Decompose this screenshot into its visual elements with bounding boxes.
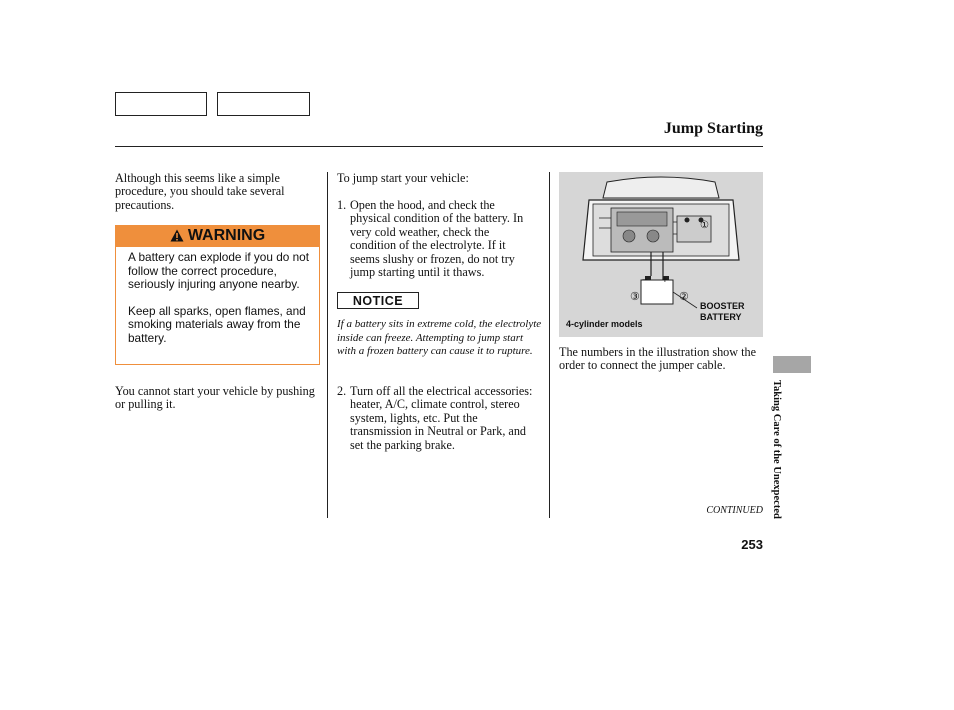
marker-1: ① [700, 220, 709, 231]
notice-heading: NOTICE [337, 292, 419, 309]
section-name: Taking Care of the Unexpected [771, 380, 782, 519]
figure-caption: 4-cylinder models [566, 319, 643, 329]
illustration-explanation: The numbers in the illustration show the order to connect the jumper cable. [559, 345, 756, 373]
step-2 [337, 385, 537, 452]
intro-paragraph: Although this seems like a simple procedure, you should take several precautions. [115, 171, 285, 212]
marker-3: ③ [630, 291, 640, 303]
minus-terminal: − [642, 275, 648, 286]
warning-triangle-icon [170, 229, 184, 242]
warning-header [115, 225, 320, 246]
step-2-number: 2. [337, 384, 347, 398]
column-divider-2 [549, 172, 550, 518]
steps-intro: To jump start your vehicle: [337, 171, 469, 185]
section-tab[interactable] [773, 356, 811, 373]
step-2-text: Turn off all the electrical accessories: heater, A/C, climate control, stereo system, lights, etc. Put the transmission in Neutral or Park, and set the parking brake. [350, 384, 533, 452]
header-divider [115, 146, 763, 147]
warning-body [115, 246, 320, 365]
push-note: You cannot start your vehicle by pushing or pulling it. [115, 384, 315, 412]
step-1-number: 1. [337, 198, 347, 212]
warning-heading: WARNING [187, 226, 266, 244]
nav-box-1[interactable] [115, 92, 207, 116]
warning-text-2: Keep all sparks, open flames, and smoking materials away from the battery. [128, 303, 306, 345]
step-1-text: Open the hood, and check the physical condition of the battery. In very cold weather, check the condition of the electrolyte. If it seems slushy or frozen, do not try jump starting until it thaws. [350, 198, 524, 280]
page-number: 253 [741, 537, 763, 552]
nav-box-2[interactable] [217, 92, 310, 116]
step-1 [337, 199, 537, 279]
engine-illustration [559, 172, 763, 337]
page-title: Jump Starting [663, 120, 763, 137]
notice-text: If a battery sits in extreme cold, the electrolyte inside can freeze. Attempting to jump start with a frozen battery can cause it to rupture. [337, 318, 542, 357]
booster-label-line1: BOOSTER [700, 301, 745, 311]
warning-text-1: A battery can explode if you do not follow the correct procedure, seriously injuring anyone nearby. [128, 250, 310, 291]
marker-2: ② [679, 291, 689, 303]
booster-label-line2: BATTERY [700, 312, 742, 322]
column-divider-1 [327, 172, 328, 518]
continued-label: CONTINUED [706, 505, 763, 516]
plus-terminal: + [662, 275, 668, 286]
